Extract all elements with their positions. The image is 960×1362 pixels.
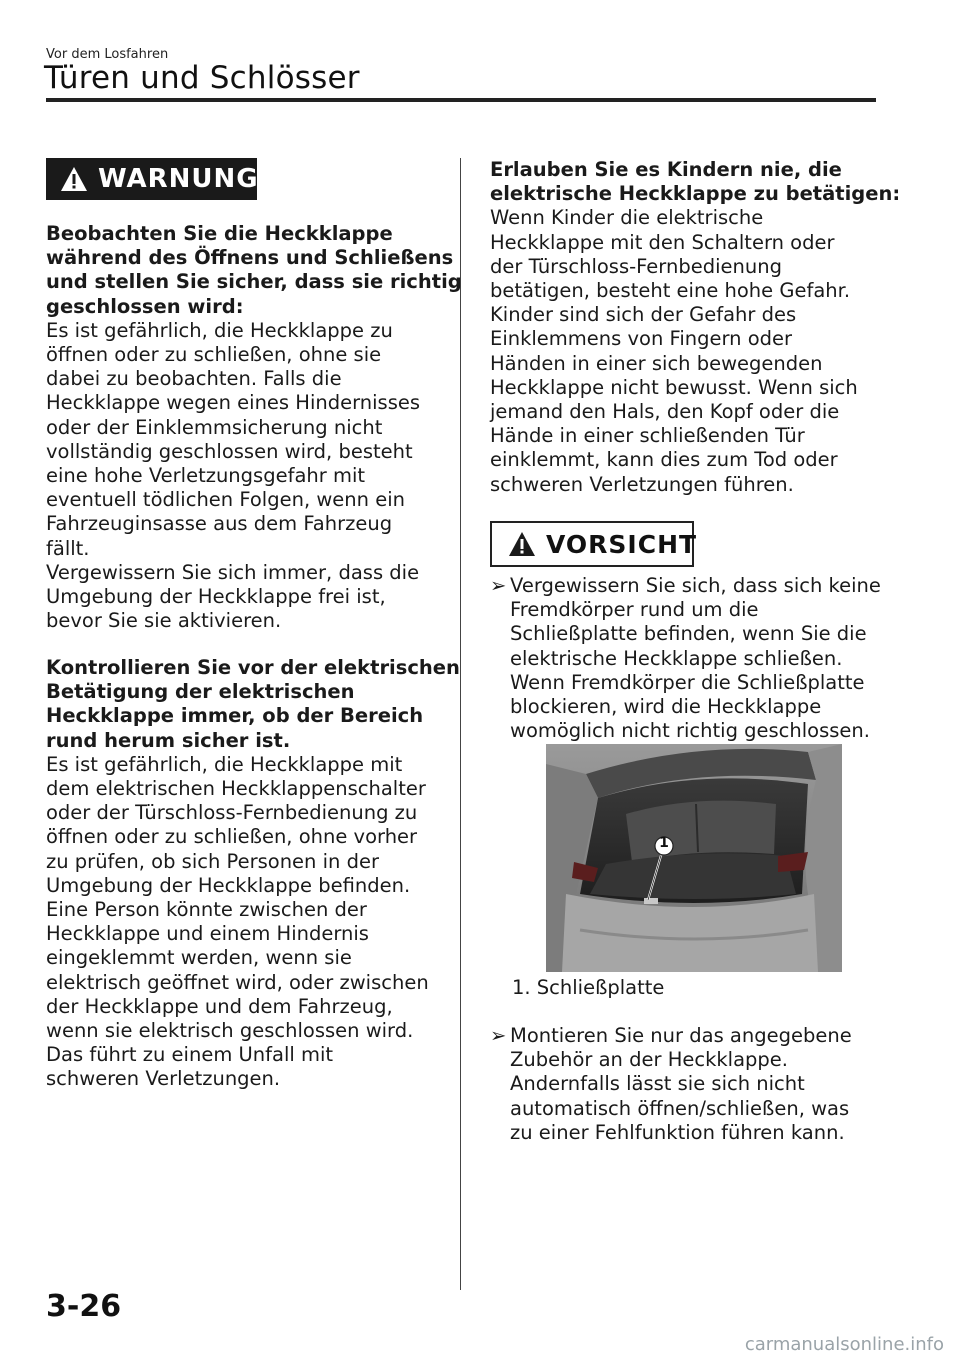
callout-number: 1 <box>659 835 669 851</box>
title-rule <box>46 98 876 102</box>
warning-triangle-icon <box>60 166 88 192</box>
warning-label <box>46 158 257 200</box>
caution-label-text: VORSICHT <box>546 529 698 559</box>
cargo-area-photo <box>546 744 842 972</box>
warning-block-2-body: Es ist gefährlich, die Heckklappe mit dem elektrischen Heckklappenschalter oder der Türschloss-Fernbedienung zu öffnen oder zu schließen, ohne vorher zu prüfen, ob sich Personen in der Umgebung der Heckklappe befinden. Eine Person könnte zwischen der Heckklappe und einem Hindernis eingeklemmt werden, wenn sie elektrisch geöffnet wird, oder zwischen der Heckklappe und dem Fahrzeug, wenn sie elektrisch geschlossen wird. Das führt zu einem Unfall mit schweren Verletzungen. <box>46 752 429 1091</box>
warning-block-1-body: Es ist gefährlich, die Heckklappe zu öffnen oder zu schließen, ohne sie dabei zu beobachten. Falls die Heckklappe wegen eines Hindernisses oder der Einklemmsicherung nicht vollständig geschlossen wird, besteht eine hohe Verletzungsgefahr mit eventuell tödlichen Folgen, wenn ein Fahrzeuginsasse aus dem Fahrzeug fällt. Vergewissern Sie sich immer, dass die Umgebung der Heckklappe frei ist, bevor Sie sie aktivieren. <box>46 318 421 633</box>
watermark: carmanualsonline.info <box>744 1334 944 1355</box>
bullet-arrow-icon: ➢ <box>490 574 507 597</box>
warning-block-3-heading: Erlauben Sie es Kindern nie, die elektrische Heckklappe zu betätigen: <box>490 158 901 206</box>
warning-block-1-heading: Beobachten Sie die Heckklappe während des Öffnens und Schließens und stellen Sie sicher, dass sie richtig geschlossen wird: <box>46 222 462 318</box>
caution-item-1-text: Vergewissern Sie sich, dass sich keine Fremdkörper rund um die Schließplatte befinden, wenn Sie die elektrische Heckklappe schließen. Wenn Fremdkörper die Schließplatte blockieren, wird die Heckklappe womöglich nicht richtig geschlossen. <box>510 574 881 743</box>
page-title: Türen und Schlösser <box>44 60 360 96</box>
caution-item-2-text: Montieren Sie nur das angegebene Zubehör an der Heckklappe. Andernfalls lässt sie sich nicht automatisch öffnen/schließen, was zu einer Fehlfunktion führen kann. <box>510 1024 852 1144</box>
figure-caption: 1. Schließplatte <box>512 976 665 999</box>
warning-block-2-heading: Kontrollieren Sie vor der elektrischen Betätigung der elektrischen Heckklappe immer, ob der Bereich rund herum sicher ist. <box>46 656 460 752</box>
section-label: Vor dem Losfahren <box>46 47 169 62</box>
page-number: 3-26 <box>46 1289 122 1324</box>
caution-item-2 <box>490 1024 885 1146</box>
column-divider <box>460 158 461 1290</box>
caution-triangle-icon <box>508 531 536 557</box>
warning-label-text: WARNUNG <box>98 164 259 194</box>
bullet-arrow-icon: ➢ <box>490 1024 507 1047</box>
caution-label <box>490 521 698 567</box>
warning-block-3-body: Wenn Kinder die elektrische Heckklappe mit den Schaltern oder der Türschloss-Fernbedienung betätigen, besteht eine hohe Gefahr. Kinder sind sich der Gefahr des Einklemmens von Fingern oder Händen in einer sich bewegenden Heckklappe nicht bewusst. Wenn sich jemand den Hals, den Kopf oder die Hände in einer schließenden Tür einklemmt, kann dies zum Tod oder schweren Verletzungen führen. <box>490 206 858 496</box>
caution-item-1 <box>490 574 885 744</box>
